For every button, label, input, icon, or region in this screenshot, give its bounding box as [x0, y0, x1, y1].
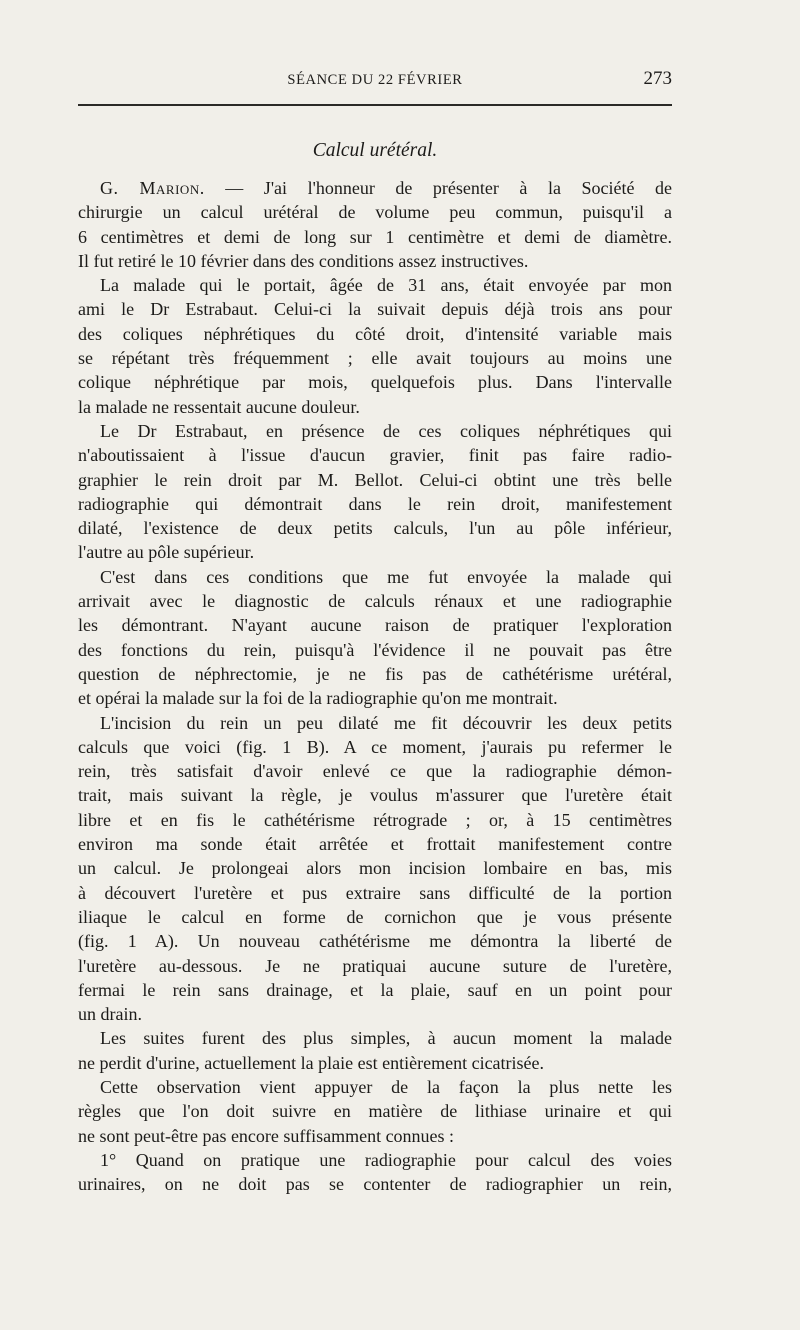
text-line: radiographie qui démontrait dans le rein droit, manifestement	[78, 493, 672, 514]
text-line: Il fut retiré le 10 février dans des conditions assez instructives.	[78, 250, 529, 271]
text-line: les démontrant. N'ayant aucune raison de pratiquer l'exploration	[78, 615, 672, 636]
text-line: La malade qui le portait, âgée de 31 ans, était envoyée par mon	[100, 275, 672, 296]
page-number: 273	[643, 68, 672, 89]
text-line: C'est dans ces conditions que me fut envoyée la malade qui	[100, 566, 672, 587]
text-line: ne sont peut-être pas encore suffisamment connues :	[78, 1125, 455, 1146]
text-line: calculs que voici (fig. 1 B). A ce moment, j'aurais pu refermer le	[78, 736, 672, 757]
text-line: arrivait avec le diagnostic de calculs rénaux et une radiographie	[78, 591, 672, 612]
text-line: n'aboutissaient à l'issue d'aucun gravier, finit pas faire radio-	[78, 445, 672, 466]
text-line: graphier le rein droit par M. Bellot. Celui-ci obtint une très belle	[78, 469, 672, 490]
text-line: et opérai la malade sur la foi de la radiographie qu'on me montrait.	[78, 688, 558, 709]
text-line: iliaque le calcul en forme de cornichon que je vous présente	[78, 906, 672, 927]
text-line: L'incision du rein un peu dilaté me fit découvrir les deux petits	[100, 712, 672, 733]
text-line: ne perdit d'urine, actuellement la plaie est entièrement cicatrisée.	[78, 1052, 545, 1073]
body-text	[78, 176, 672, 1196]
text-line: la malade ne ressentait aucune douleur.	[78, 396, 360, 417]
text-line: Cette observation vient appuyer de la façon la plus nette les	[100, 1076, 672, 1097]
text-line: à découvert l'uretère et pus extraire sans difficulté de la portion	[78, 882, 672, 903]
text-line: se répétant très fréquemment ; elle avait toujours au moins une	[78, 348, 672, 369]
running-title: SÉANCE DU 22 FÉVRIER	[287, 72, 463, 88]
text-line: l'autre au pôle supérieur.	[78, 542, 255, 563]
text-line: — J'ai l'honneur de présenter à la Société de	[204, 178, 672, 198]
text-line: chirurgie un calcul urétéral de volume peu commun, puisqu'il a	[78, 202, 672, 223]
text-line: des fonctions du rein, puisqu'à l'évidence il ne pouvait pas être	[78, 639, 672, 660]
text-line: colique néphrétique par mois, quelquefois plus. Dans l'intervalle	[78, 372, 672, 393]
running-head	[78, 66, 672, 96]
text-line: règles que l'on doit suivre en matière de lithiase urinaire et qui	[78, 1101, 672, 1122]
text-line: l'uretère au-dessous. Je ne pratiquai aucune suture de l'uretère,	[78, 955, 672, 976]
text-line: question de néphrectomie, je ne fis pas de cathétérisme urétéral,	[78, 663, 672, 684]
text-line: environ ma sonde était arrêtée et frottait manifestement contre	[78, 834, 672, 855]
paragraph-first-line	[78, 176, 672, 200]
text-line: ami le Dr Estrabaut. Celui-ci la suivait depuis déjà trois ans pour	[78, 299, 672, 320]
text-line: urinaires, on ne doit pas se contenter de radiographier un rein,	[78, 1174, 672, 1195]
text-line: libre et en fis le cathétérisme rétrograde ; or, à 15 centimètres	[78, 809, 672, 830]
header-rule	[78, 104, 672, 106]
text-line: Les suites furent des plus simples, à aucun moment la malade	[100, 1028, 672, 1049]
text-line: (fig. 1 A). Un nouveau cathétérisme me démontra la liberté de	[78, 931, 672, 952]
text-line: trait, mais suivant la règle, je voulus m'assurer que l'uretère était	[78, 785, 672, 806]
text-line: rein, très satisfait d'avoir enlevé ce que la radiographie démon-	[78, 761, 672, 782]
text-line: dilaté, l'existence de deux petits calculs, l'un au pôle inférieur,	[78, 518, 672, 539]
text-line: des coliques néphrétiques du côté droit, d'intensité variable mais	[78, 323, 672, 344]
author-name: G. Marion.	[100, 178, 205, 198]
section-title: Calcul urétéral.	[312, 140, 438, 161]
text-line: Le Dr Estrabaut, en présence de ces coliques néphrétiques qui	[100, 420, 672, 441]
text-line: 6 centimètres et demi de long sur 1 centimètre et demi de diamètre.	[78, 226, 672, 247]
text-line: un calcul. Je prolongeai alors mon incision lombaire en bas, mis	[78, 858, 672, 879]
text-line: fermai le rein sans drainage, et la plaie, sauf en un point pour	[78, 979, 672, 1000]
text-line: un drain.	[78, 1004, 142, 1025]
text-line: 1° Quand on pratique une radiographie pour calcul des voies	[100, 1149, 672, 1170]
